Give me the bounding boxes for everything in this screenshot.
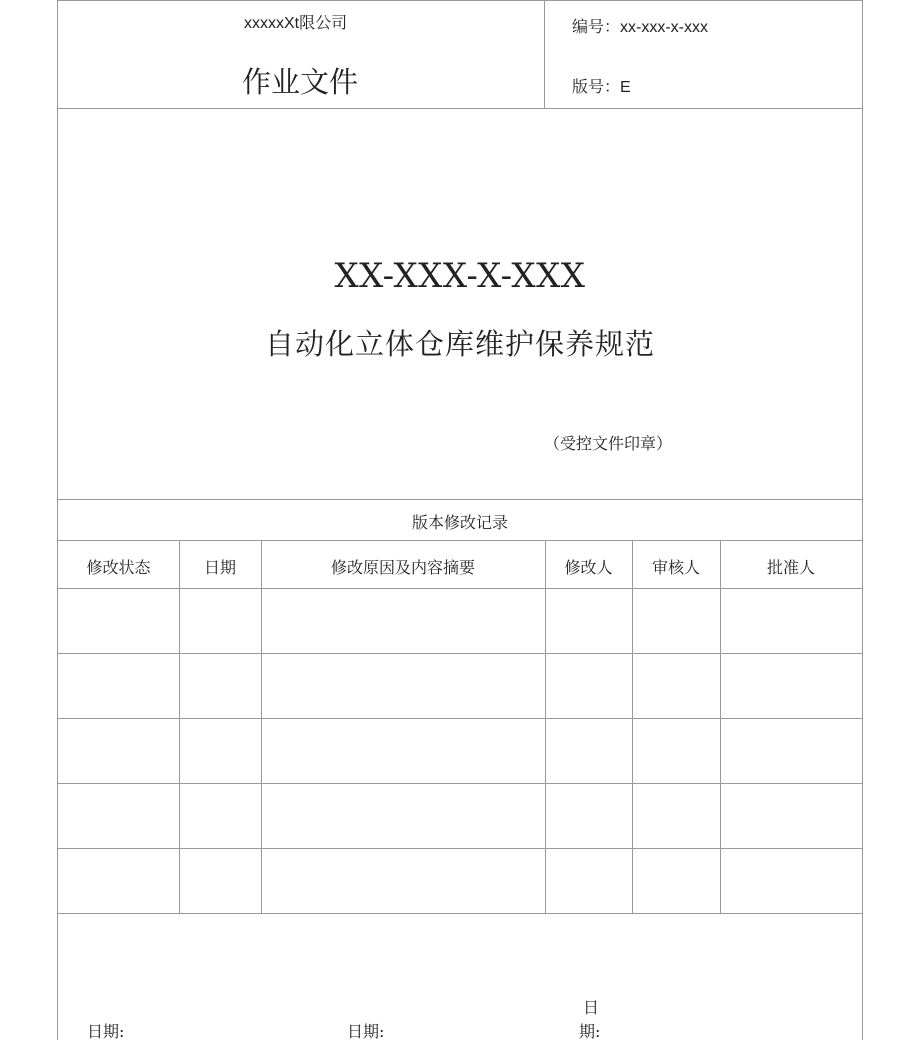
document-number: 编号：xx-xxx-x-xxx (572, 19, 708, 36)
table-bottom-border (58, 913, 862, 914)
revision-record-title: 版本修改记录 (411, 513, 508, 532)
column-header-status: 修改状态 (86, 558, 151, 577)
version-number: 版号：E (572, 79, 631, 96)
table-column-divider (632, 540, 633, 913)
revision-section-top-border (58, 499, 862, 500)
document-title: 自动化立体仓库维护保养规范 (264, 327, 655, 361)
table-column-divider (261, 540, 262, 913)
column-header-approver: 批准人 (766, 558, 815, 577)
signature-date-2: 日期: (347, 1022, 385, 1041)
signature-date-3-bottom: 期: (579, 1022, 601, 1041)
table-column-divider (179, 540, 180, 913)
column-header-reviewer: 审核人 (651, 558, 700, 577)
table-column-divider (545, 540, 546, 913)
signature-date-3-top: 日 (583, 998, 600, 1017)
company-name: xxxxxXt限公司 (244, 15, 348, 32)
controlled-stamp-note: （受控文件印章） (544, 434, 673, 453)
column-header-summary: 修改原因及内容摘要 (330, 558, 475, 577)
header-divider (544, 0, 545, 108)
document-page (57, 0, 863, 1040)
document-code: XX-XXX-X-XXX (334, 256, 586, 296)
top-border (58, 0, 862, 1)
header-bottom-border (58, 108, 862, 109)
signature-date-1: 日期: (87, 1022, 125, 1041)
column-header-date: 日期 (203, 558, 236, 577)
document-type: 作业文件 (242, 65, 359, 99)
column-header-modifier: 修改人 (564, 558, 613, 577)
table-column-divider (720, 540, 721, 913)
